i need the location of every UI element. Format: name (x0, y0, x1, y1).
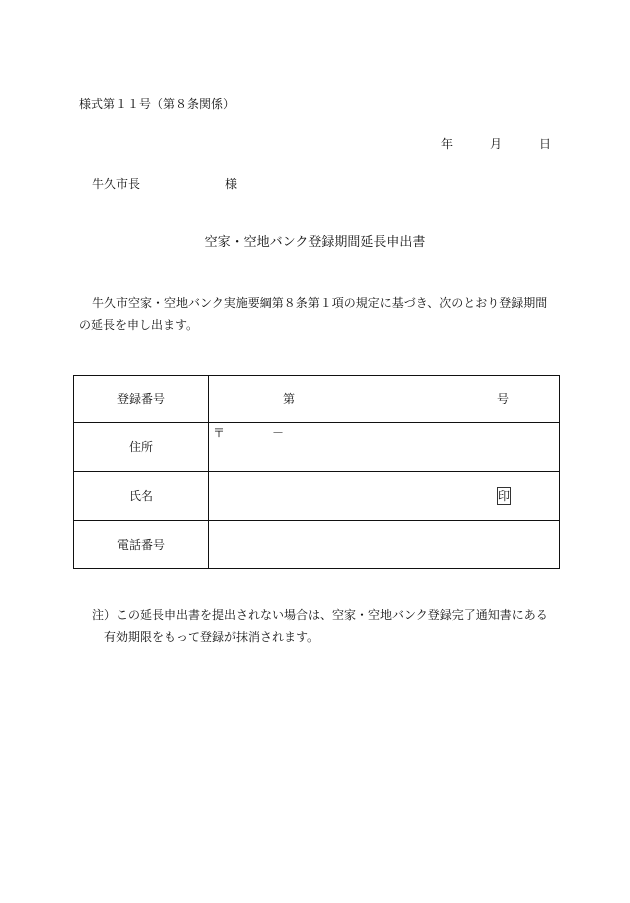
postal-code-separator: － (272, 426, 285, 440)
date-day-label: 日 (539, 137, 552, 151)
registration-number-field (209, 376, 559, 422)
document-title: 空家・空地バンク登録期間延長申出書 (204, 235, 426, 250)
table-row-name (74, 471, 559, 520)
addressee-honorific: 様 (225, 177, 238, 191)
note-line-2: 有効期限をもって登録が抹消されます。 (104, 630, 320, 644)
name-field (209, 472, 559, 520)
date-month-label: 月 (490, 137, 503, 151)
table-row-address (74, 422, 559, 471)
registration-number-label: 登録番号 (74, 376, 209, 422)
registration-number-prefix: 第 (283, 392, 296, 406)
address-field (209, 423, 559, 471)
address-label: 住所 (74, 423, 209, 471)
phone-label: 電話番号 (74, 521, 209, 568)
addressee-name: 牛久市長 (92, 177, 141, 191)
table-row-phone (74, 520, 559, 568)
registration-number-suffix: 号 (497, 392, 510, 406)
date-year-label: 年 (441, 137, 454, 151)
postal-code-mark: 〒 (213, 426, 226, 440)
form-number-label: 様式第１１号（第８条関係） (79, 97, 236, 111)
application-table (73, 375, 560, 569)
body-line-2: の延長を申し出ます。 (79, 318, 199, 332)
seal-mark: 印 (498, 489, 511, 503)
name-label: 氏名 (74, 472, 209, 520)
note-line-1: 注）この延長申出書を提出されない場合は、空家・空地バンク登録完了通知書にある (92, 608, 548, 622)
table-row-registration-number (74, 376, 559, 422)
body-line-1: 牛久市空家・空地バンク実施要綱第８条第１項の規定に基づき、次のとおり登録期間 (92, 296, 548, 310)
phone-field (209, 521, 559, 568)
